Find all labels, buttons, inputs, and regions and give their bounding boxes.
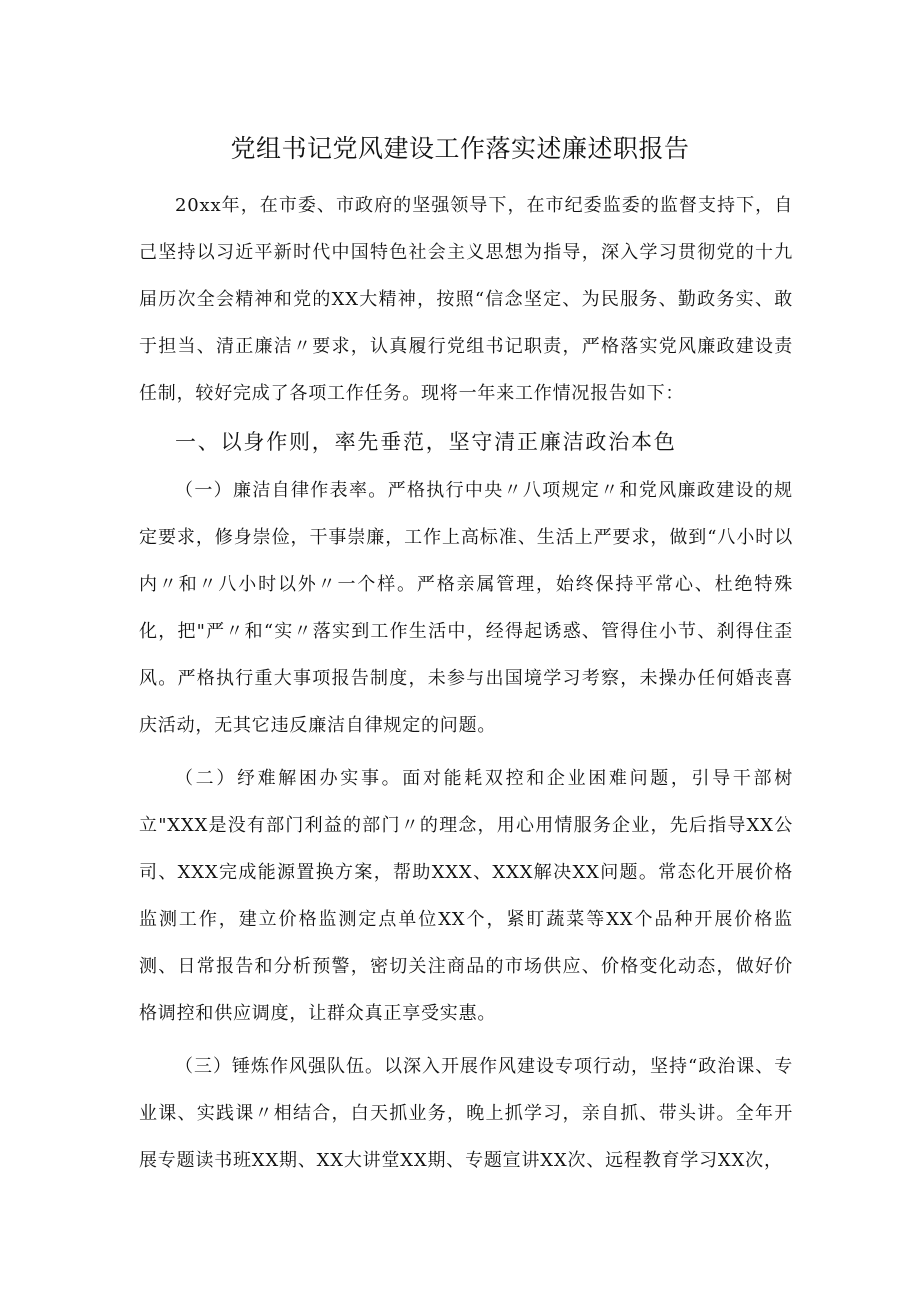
section-heading: 一、以身作则，率先垂范，坚守清正廉洁政治本色 <box>175 430 677 454</box>
document-body <box>139 182 793 1184</box>
document-title: 党组书记党风建设工作落实述廉述职报告 <box>230 134 690 163</box>
paragraph-integrity: （一）廉洁自律作表率。严格执行中央〃八项规定〃和党风廉政建设的规定要求，修身崇俭，干事崇廉，工作上高标准、生活上严要求，做到“八小时以内〃和〃八小时以外〃一个样。严格亲属管理，始终保持平常心、杜绝特殊化，把"严〃和“实〃落实到工作生活中，经得起诱惑、管得住小节、刹得住歪风。严格执行重大事项报告制度，未参与出国境学习考察，未操办任何婚丧喜庆活动，无其它违反廉洁自律规定的问题。 <box>139 480 793 736</box>
paragraph-service: （二）纾难解困办实事。面对能耗双控和企业困难问题，引导干部树立"XXX是没有部门利益的部门〃的理念，用心用情服务企业，先后指导XX公司、XXX完成能源置换方案，帮助XXX、XXX解决XX问题。常态化开展价格监测工作，建立价格监测定点单位XX个，紧盯蔬菜等XX个品种开展价格监测、日常报告和分析预警，密切关注商品的市场供应、价格变化动态，做好价格调控和供应调度，让群众真正享受实惠。 <box>139 768 793 1024</box>
paragraph-style: （三）锤炼作风强队伍。以深入开展作风建设专项行动，坚持“政治课、专业课、实践课〃相结合，白天抓业务，晚上抓学习，亲自抓、带头讲。全年开展专题读书班XX期、XX大讲堂XX期、专题宣讲XX次、远程教育学习XX次， <box>139 1056 793 1171</box>
intro-paragraph: 20xx年，在市委、市政府的坚强领导下，在市纪委监委的监督支持下，自己坚持以习近平新时代中国特色社会主义思想为指导，深入学习贯彻党的十九届历次全会精神和党的XX大精神，按照“信念坚定、为民服务、勤政务实、敢于担当、清正廉洁〃要求，认真履行党组书记职责，严格落实党风廉政建设责任制，较好完成了各项工作任务。现将一年来工作情况报告如下： <box>139 195 793 404</box>
